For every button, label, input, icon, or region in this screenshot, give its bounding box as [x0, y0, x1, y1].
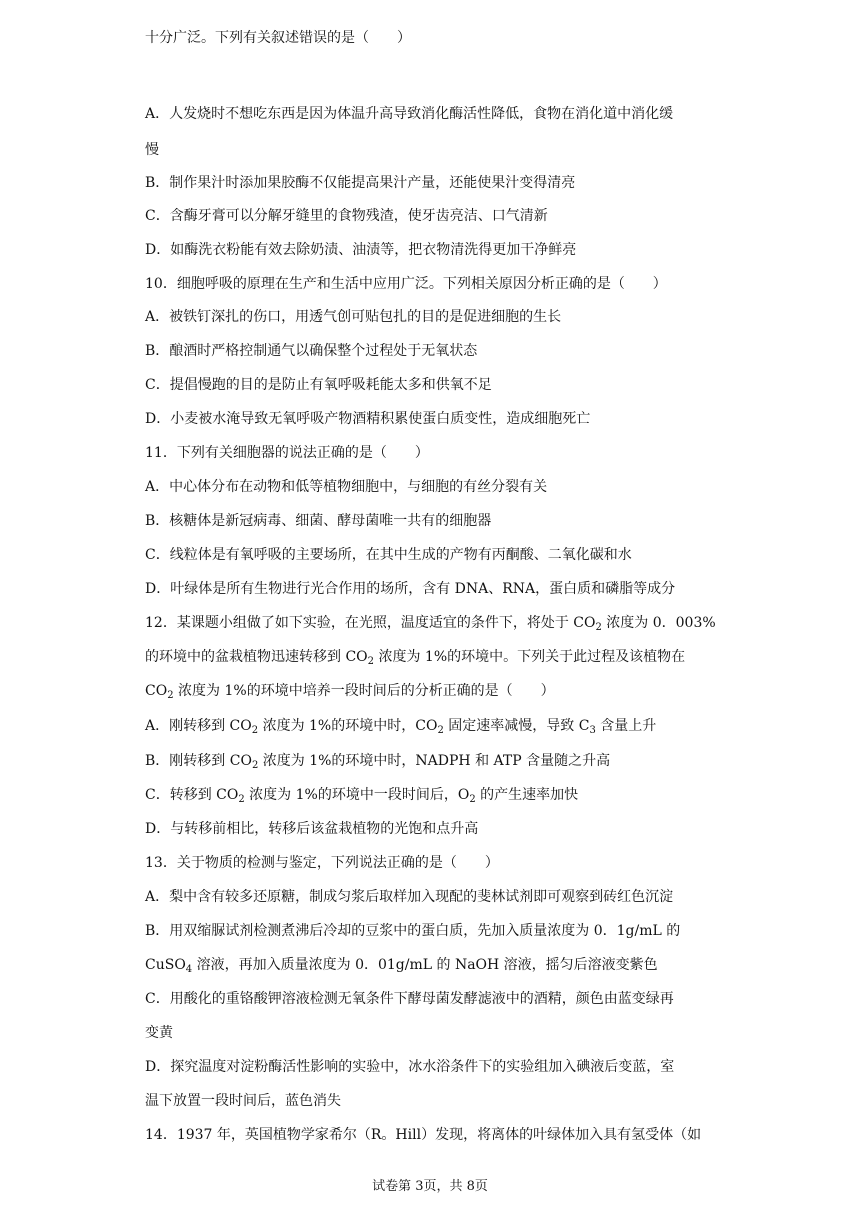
text-segment: 溶液，再加入质量浓度为 0．01g/mL 的 NaOH 溶液，摇匀后溶液变紫色: [192, 957, 658, 973]
text-line: 十分广泛。下列有关叙述错误的是（ ）: [145, 30, 411, 46]
text-segment: 的产生速率加快: [475, 787, 579, 803]
text-line: D．如酶洗衣粉能有效去除奶渍、油渍等，把衣物清洗得更加干净鲜亮: [145, 242, 577, 258]
text-segment: 浓度为 1%的环境中。下列关于此过程及该植物在: [374, 649, 686, 665]
text-line: B．用双缩脲试剂检测煮沸后冷却的豆浆中的蛋白质，先加入质量浓度为 0．1g/mL 的: [145, 923, 681, 939]
text-line: C．线粒体是有氧呼吸的主要场所，在其中生成的产物有丙酮酸、二氧化碳和水: [145, 547, 632, 563]
text-segment: 浓度为 0．003%: [601, 615, 716, 631]
subscript: 2: [238, 794, 245, 805]
text-line: D．小麦被水淹导致无氧呼吸产物酒精积累使蛋白质变性，造成细胞死亡: [145, 411, 591, 427]
text-line: 慢: [145, 142, 159, 158]
text-segment: 浓度为 1%的环境中时，CO: [258, 718, 438, 734]
text-line: B．核糖体是新冠病毒、细菌、酵母菌唯一共有的细胞器: [145, 513, 492, 529]
text-segment: 浓度为 1%的环境中培养一段时间后的分析正确的是（ ）: [173, 683, 555, 699]
text-segment: 浓度为 1%的环境中一段时间后，O: [244, 787, 470, 803]
text-line: A．人发烧时不想吃东西是因为体温升高导致消化酶活性降低，食物在消化道中消化缓: [145, 106, 674, 122]
subscript: 4: [185, 964, 193, 975]
text-line: B．制作果汁时添加果胶酶不仅能提高果汁产量，还能使果汁变得清亮: [145, 175, 576, 191]
text-line: D．叶绿体是所有生物进行光合作用的场所，含有 DNA、RNA，蛋白质和磷脂等成分: [145, 581, 676, 597]
subscript: 3: [589, 725, 596, 736]
text-segment: 12．某课题小组做了如下实验，在光照，温度适宜的条件下，将处于 CO: [145, 615, 596, 631]
text-line: 温下放置一段时间后，蓝色消失: [145, 1093, 341, 1109]
text-line: 10．细胞呼吸的原理在生产和生活中应用广泛。下列相关原因分析正确的是（ ）: [145, 276, 667, 292]
text-line: A．中心体分布在动物和低等植物细胞中，与细胞的有丝分裂有关: [145, 479, 548, 495]
text-segment: CuSO: [145, 957, 186, 973]
text-line: A．梨中含有较多还原糖，制成匀浆后取样加入现配的斐林试剂即可观察到砖红色沉淀: [145, 889, 674, 905]
text-segment: 固定速率减慢，导致 C: [443, 718, 590, 734]
page-footer: 试卷第 3页，共 8页: [372, 1179, 488, 1194]
text-line: D．与转移前相比，转移后该盆栽植物的光饱和点升高: [145, 821, 479, 837]
text-segment: 的环境中的盆栽植物迅速转移到 CO: [145, 649, 368, 665]
text-line: [145, 716, 725, 736]
subscript: 2: [367, 656, 375, 667]
text-line: [145, 955, 725, 975]
subscript: 2: [251, 725, 259, 736]
text-segment: 含量上升: [595, 718, 657, 734]
subscript: 2: [251, 760, 259, 771]
text-line: C．用酸化的重铬酸钾溶液检测无氧条件下酵母菌发酵滤液中的酒精，颜色由蓝变绿再: [145, 991, 674, 1007]
subscript: 2: [469, 794, 476, 805]
text-line: [145, 681, 725, 701]
text-line: 11．下列有关细胞器的说法正确的是（ ）: [145, 445, 429, 461]
text-line: [145, 613, 725, 633]
text-line: B．酿酒时严格控制通气以确保整个过程处于无氧状态: [145, 343, 478, 359]
text-segment: C．转移到 CO: [145, 787, 239, 803]
text-segment: CO: [145, 683, 168, 699]
text-line: A．被铁钉深扎的伤口，用透气创可贴包扎的目的是促进细胞的生长: [145, 309, 562, 325]
text-line: C．提倡慢跑的目的是防止有氧呼吸耗能太多和供氧不足: [145, 377, 492, 393]
text-line: 13．关于物质的检测与鉴定，下列说法正确的是（ ）: [145, 855, 499, 871]
text-line: [145, 751, 725, 771]
text-line: C．含酶牙膏可以分解牙缝里的食物残渣，使牙齿亮洁、口气清新: [145, 208, 548, 224]
text-line: [145, 785, 725, 805]
text-line: 变黄: [145, 1025, 173, 1041]
text-line: D．探究温度对淀粉酶活性影响的实验中，冰水浴条件下的实验组加入碘液后变蓝，室: [145, 1059, 675, 1075]
text-segment: 浓度为 1%的环境中时，NADPH 和 ATP 含量随之升高: [258, 753, 611, 769]
subscript: 2: [437, 725, 444, 736]
text-segment: B．刚转移到 CO: [145, 753, 252, 769]
text-line: 14．1937 年，英国植物学家希尔（R。Hill）发现，将离体的叶绿体加入具有氢受体（如: [145, 1127, 702, 1143]
subscript: 2: [167, 690, 174, 701]
text-segment: A．刚转移到 CO: [145, 718, 252, 734]
subscript: 2: [595, 622, 602, 633]
text-line: [145, 647, 725, 667]
